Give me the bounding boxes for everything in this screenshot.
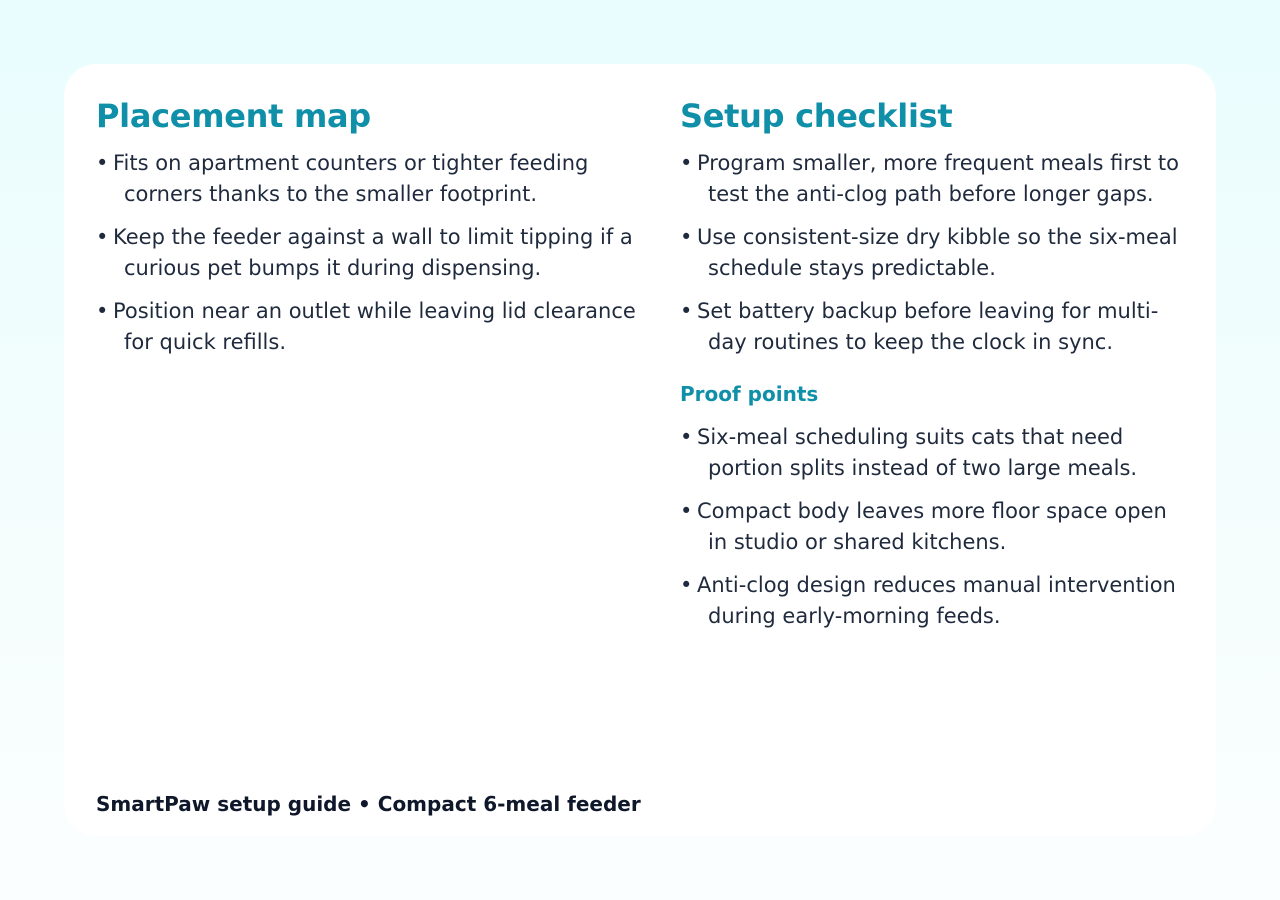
proof-points-list: [680, 422, 1190, 632]
list-item: • Position near an outlet while leaving lid clearance for quick refills.: [96, 296, 636, 358]
list-item: • Set battery backup before leaving for multi-day routines to keep the clock in sync.: [680, 296, 1190, 358]
setup-checklist-section: [680, 94, 1190, 644]
bullet-icon: •: [680, 425, 693, 449]
bullet-icon: •: [680, 299, 693, 323]
bullet-icon: •: [680, 225, 693, 249]
guide-card: [64, 64, 1216, 836]
list-item: • Anti-clog design reduces manual intervention during early-morning feeds.: [680, 570, 1190, 632]
bullet-icon: •: [96, 225, 109, 249]
setup-checklist-list: [680, 148, 1190, 358]
list-item: • Use consistent-size dry kibble so the six-meal schedule stays predictable.: [680, 222, 1190, 284]
placement-map-list: [96, 148, 636, 358]
list-item: • Fits on apartment counters or tighter feeding corners thanks to the smaller footprint.: [96, 148, 636, 210]
list-item: • Six-meal scheduling suits cats that need portion splits instead of two large meals.: [680, 422, 1190, 484]
bullet-icon: •: [680, 573, 693, 597]
setup-checklist-title: Setup checklist: [680, 97, 953, 135]
footer-caption: SmartPaw setup guide • Compact 6-meal feeder: [96, 792, 641, 816]
bullet-icon: •: [680, 499, 693, 523]
bullet-icon: •: [96, 299, 109, 323]
list-item: • Program smaller, more frequent meals first to test the anti-clog path before longer gaps.: [680, 148, 1190, 210]
proof-points-title: Proof points: [680, 382, 819, 406]
bullet-icon: •: [96, 151, 109, 175]
placement-map-title: Placement map: [96, 97, 371, 135]
list-item: • Keep the feeder against a wall to limit tipping if a curious pet bumps it during dispensing.: [96, 222, 636, 284]
placement-map-section: [96, 94, 636, 370]
list-item: • Compact body leaves more floor space open in studio or shared kitchens.: [680, 496, 1190, 558]
bullet-icon: •: [680, 151, 693, 175]
